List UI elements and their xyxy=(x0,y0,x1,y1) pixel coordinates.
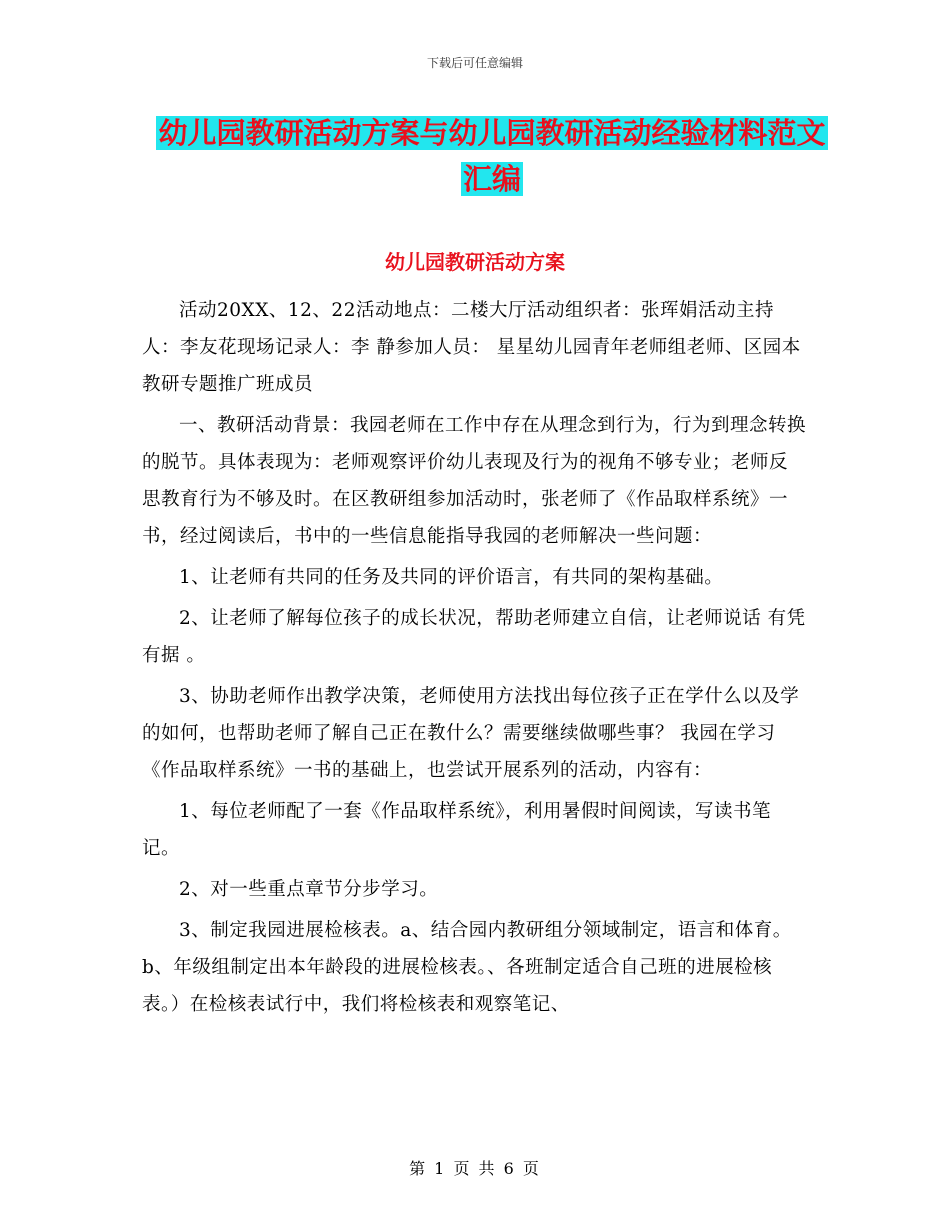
paragraph: 3、协助老师作出教学决策，老师使用方法找出每位孩子正在学什么以及学的如何，也帮助老师了解自己正在教什么？需要继续做哪些事？ 我园在学习《作品取样系统》一书的基础上，也尝试开展系列的活动，内容有： xyxy=(142,686,800,781)
paragraph: 1、让老师有共同的任务及共同的评价语言，有共同的架构基础。 xyxy=(179,567,724,588)
document-title-line-2: 汇编 xyxy=(462,162,521,196)
page-number-footer: 第 1 页 共 6 页 xyxy=(409,1159,541,1178)
document-body xyxy=(142,292,806,1027)
document-title-line-1: 幼儿园教研活动方案与幼儿园教研活动经验材料范文 xyxy=(158,116,826,150)
document-title xyxy=(142,110,842,202)
paragraph: 2、对一些重点章节分步学习。 xyxy=(179,879,439,900)
paragraph: 2、让老师了解每位孩子的成长状况，帮助老师建立自信，让老师说话 有凭有据 。 xyxy=(142,608,806,666)
paragraph: 3、制定我园进展检核表。a、结合园内教研组分领域制定，语言和体育。b、年级组制定出本年龄段的进展检核表。、各班制定适合自己班的进展检核表。）在检核表试行中，我们将检核表和观察笔记、 xyxy=(142,920,792,1015)
section-title: 幼儿园教研活动方案 xyxy=(385,250,565,274)
paragraph: 活动20XX、12、22活动地点：二楼大厅活动组织者：张珲娟活动主持人：李友花现场记录人：李 静参加人员： 星星幼儿园青年老师组老师、区园本教研专题推广班成员 xyxy=(142,300,801,395)
paragraph: 1、每位老师配了一套《作品取样系统》，利用暑假时间阅读，写读书笔记。 xyxy=(142,801,772,859)
paragraph: 一、教研活动背景：我园老师在工作中存在从理念到行为，行为到理念转换的脱节。具体表现为：老师观察评价幼儿表现及行为的视角不够专业；老师反思教育行为不够及时。在区教研组参加活动时，张老师了《作品取样系统》一书，经过阅读后，书中的一些信息能指导我园的老师解决一些问题： xyxy=(142,415,807,547)
header-note: 下载后可任意编辑 xyxy=(426,56,523,70)
